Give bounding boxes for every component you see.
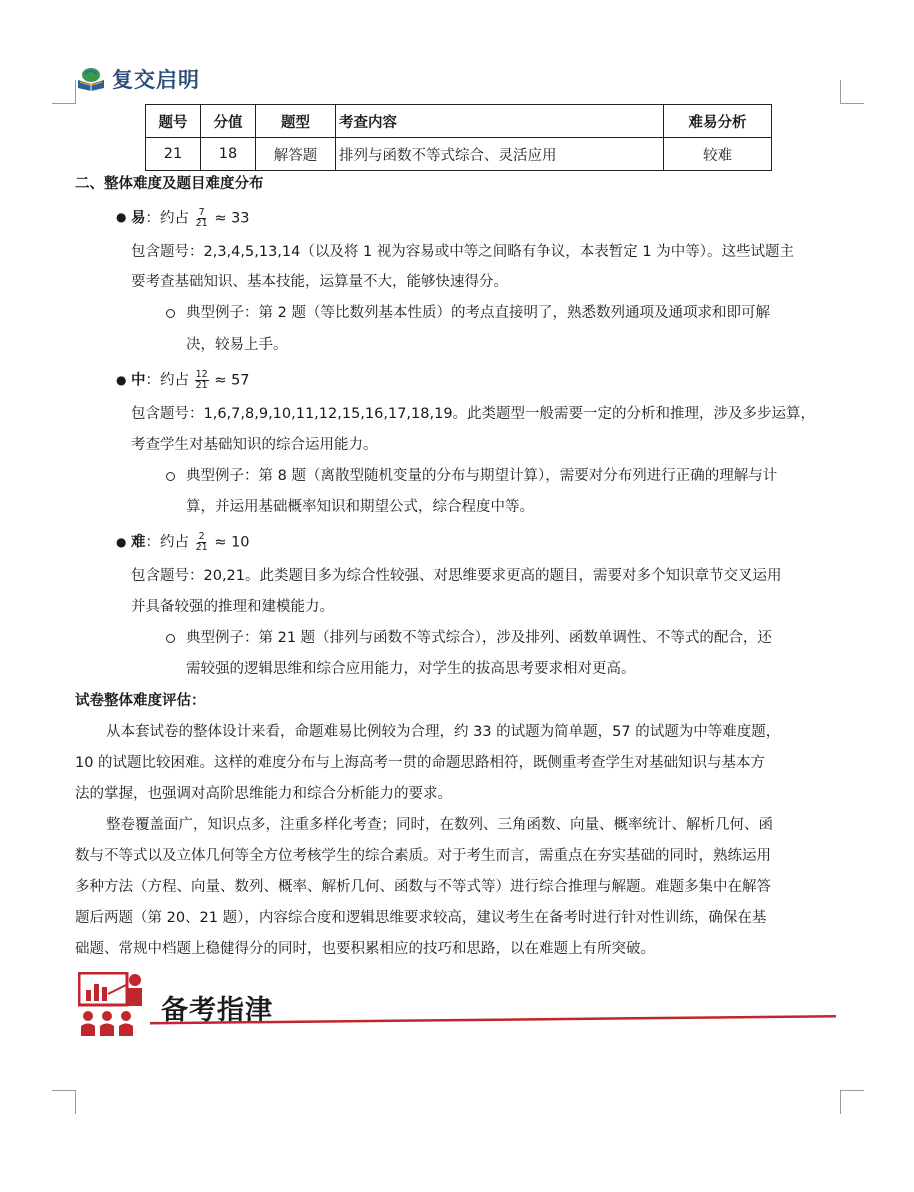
evaluation-title: 试卷整体难度评估： bbox=[75, 693, 206, 709]
fraction-numerator: 7 bbox=[198, 207, 205, 218]
medium-example-line: 典型例子：第 8 题（离散型随机变量的分布与期望计算），需要对分布列进行正确的理解与计 bbox=[186, 468, 778, 484]
difficulty-label: 中 bbox=[131, 372, 146, 389]
evaluation-paragraph-line: 法的掌握，也强调对高阶思维能力和综合分析能力的要求。 bbox=[75, 786, 452, 802]
easy-description-line: 包含题号：2,3,4,5,13,14（以及将 1 视为容易或中等之间略有争议，本表暂定 1 为中等）。这些试题主 bbox=[131, 244, 794, 260]
table-cell: 解答题 bbox=[256, 138, 336, 171]
evaluation-paragraph-line: 数与不等式以及立体几何等全方位考核学生的综合素质。对于考生而言，需重点在夯实基础的同时，熟练运用 bbox=[75, 848, 771, 864]
crop-mark-bottom-left-v bbox=[75, 1090, 76, 1114]
header-logo bbox=[76, 62, 200, 96]
easy-example-line: 决，较易上手。 bbox=[186, 337, 288, 353]
open-book-logo-icon bbox=[76, 66, 106, 92]
difficulty-hard-heading bbox=[131, 532, 250, 553]
banner-title: 备考指津 bbox=[161, 995, 273, 1026]
easy-example-line: 典型例子：第 2 题（等比数列基本性质）的考点直接明了，熟悉数列通项及通项求和即可解 bbox=[186, 305, 770, 321]
evaluation-paragraph-line: 10 的试题比较困难。这样的难度分布与上海高考一贯的命题思路相符，既侧重考查学生对基础知识与基本方 bbox=[75, 755, 766, 771]
crop-mark-top-left-h bbox=[52, 103, 76, 104]
ratio-approx: ≈ 10 bbox=[214, 534, 250, 551]
circle-bullet-icon bbox=[166, 634, 175, 643]
table-header-cell: 题号 bbox=[146, 105, 201, 138]
table-header-cell: 难易分析 bbox=[664, 105, 772, 138]
question-info-table bbox=[145, 104, 772, 171]
table-row bbox=[146, 138, 772, 171]
banner-underline bbox=[150, 1012, 838, 1026]
fraction-denominator: 21 bbox=[195, 380, 208, 391]
evaluation-paragraph-line: 题后两题（第 20、21 题），内容综合度和逻辑思维要求较高，建议考生在备考时进行针对性训练，确保在基 bbox=[75, 910, 767, 926]
presentation-board-icon bbox=[78, 972, 146, 1038]
fraction-numerator: 12 bbox=[195, 369, 208, 380]
crop-mark-bottom-right-h bbox=[840, 1090, 864, 1091]
crop-mark-bottom-right-v bbox=[840, 1090, 841, 1114]
medium-example-line: 算，并运用基础概率知识和期望公式，综合程度中等。 bbox=[186, 499, 534, 515]
section-title: 二、整体难度及题目难度分布 bbox=[75, 176, 264, 192]
evaluation-paragraph-line: 整卷覆盖面广，知识点多，注重多样化考查；同时，在数列、三角函数、向量、概率统计、解析几何、函 bbox=[106, 817, 773, 833]
evaluation-paragraph-line: 础题、常规中档题上稳健得分的同时，也要积累相应的技巧和思路，以在难题上有所突破。 bbox=[75, 941, 655, 957]
table-header-cell: 题型 bbox=[256, 105, 336, 138]
table-cell: 较难 bbox=[664, 138, 772, 171]
ratio-approx: ≈ 57 bbox=[214, 372, 250, 389]
crop-mark-top-right-v bbox=[840, 80, 841, 104]
hard-description-line: 包含题号：20,21。此类题目多为综合性较强、对思维要求更高的题目，需要对多个知识章节交叉运用 bbox=[131, 568, 782, 584]
medium-description-line: 包含题号：1,6,7,8,9,10,11,12,15,16,17,18,19。此类题型一般需要一定的分析和推理，涉及多步运算， bbox=[131, 406, 816, 422]
fraction bbox=[195, 370, 209, 391]
medium-description-line: 考查学生对基础知识的综合运用能力。 bbox=[131, 437, 378, 453]
evaluation-paragraph-line: 从本套试卷的整体设计来看，命题难易比例较为合理，约 33 的试题为简单题，57 的试题为中等难度题， bbox=[106, 724, 781, 740]
hard-example-line: 需较强的逻辑思维和综合应用能力，对学生的拔高思考要求相对更高。 bbox=[186, 661, 636, 677]
logo-text: 复交启明 bbox=[112, 67, 200, 92]
crop-mark-top-right-h bbox=[840, 103, 864, 104]
difficulty-medium-heading bbox=[131, 370, 250, 391]
table-cell: 18 bbox=[201, 138, 256, 171]
fraction bbox=[195, 208, 209, 229]
difficulty-label: 难 bbox=[131, 534, 146, 551]
ratio-approx: ≈ 33 bbox=[214, 210, 250, 227]
crop-mark-bottom-left-h bbox=[52, 1090, 76, 1091]
table-header-cell: 考查内容 bbox=[336, 105, 664, 138]
circle-bullet-icon bbox=[166, 472, 175, 481]
ratio-prefix: ：约占 bbox=[145, 372, 189, 389]
ratio-prefix: ：约占 bbox=[145, 210, 189, 227]
difficulty-easy-heading bbox=[131, 208, 250, 229]
ratio-prefix: ：约占 bbox=[145, 534, 189, 551]
bullet-dot-icon: ● bbox=[116, 210, 127, 224]
hard-example-line: 典型例子：第 21 题（排列与函数不等式综合），涉及排列、函数单调性、不等式的配合，还 bbox=[186, 630, 772, 646]
table-header-row bbox=[146, 105, 772, 138]
table-cell: 排列与函数不等式综合、灵活应用 bbox=[336, 138, 664, 171]
table-cell: 21 bbox=[146, 138, 201, 171]
evaluation-paragraph-line: 多种方法（方程、向量、数列、概率、解析几何、函数与不等式等）进行综合推理与解题。难题多集中在解答 bbox=[75, 879, 771, 895]
easy-description-line: 要考查基础知识、基本技能，运算量不大，能够快速得分。 bbox=[131, 274, 508, 290]
difficulty-label: 易 bbox=[131, 210, 146, 227]
fraction-numerator: 2 bbox=[198, 531, 205, 542]
fraction-denominator: 21 bbox=[195, 218, 208, 229]
bullet-dot-icon: ● bbox=[116, 373, 127, 387]
fraction-denominator: 21 bbox=[195, 542, 208, 553]
table-header-cell: 分值 bbox=[201, 105, 256, 138]
circle-bullet-icon bbox=[166, 309, 175, 318]
bullet-dot-icon: ● bbox=[116, 535, 127, 549]
fraction bbox=[195, 532, 209, 553]
hard-description-line: 并具备较强的推理和建模能力。 bbox=[131, 599, 334, 615]
